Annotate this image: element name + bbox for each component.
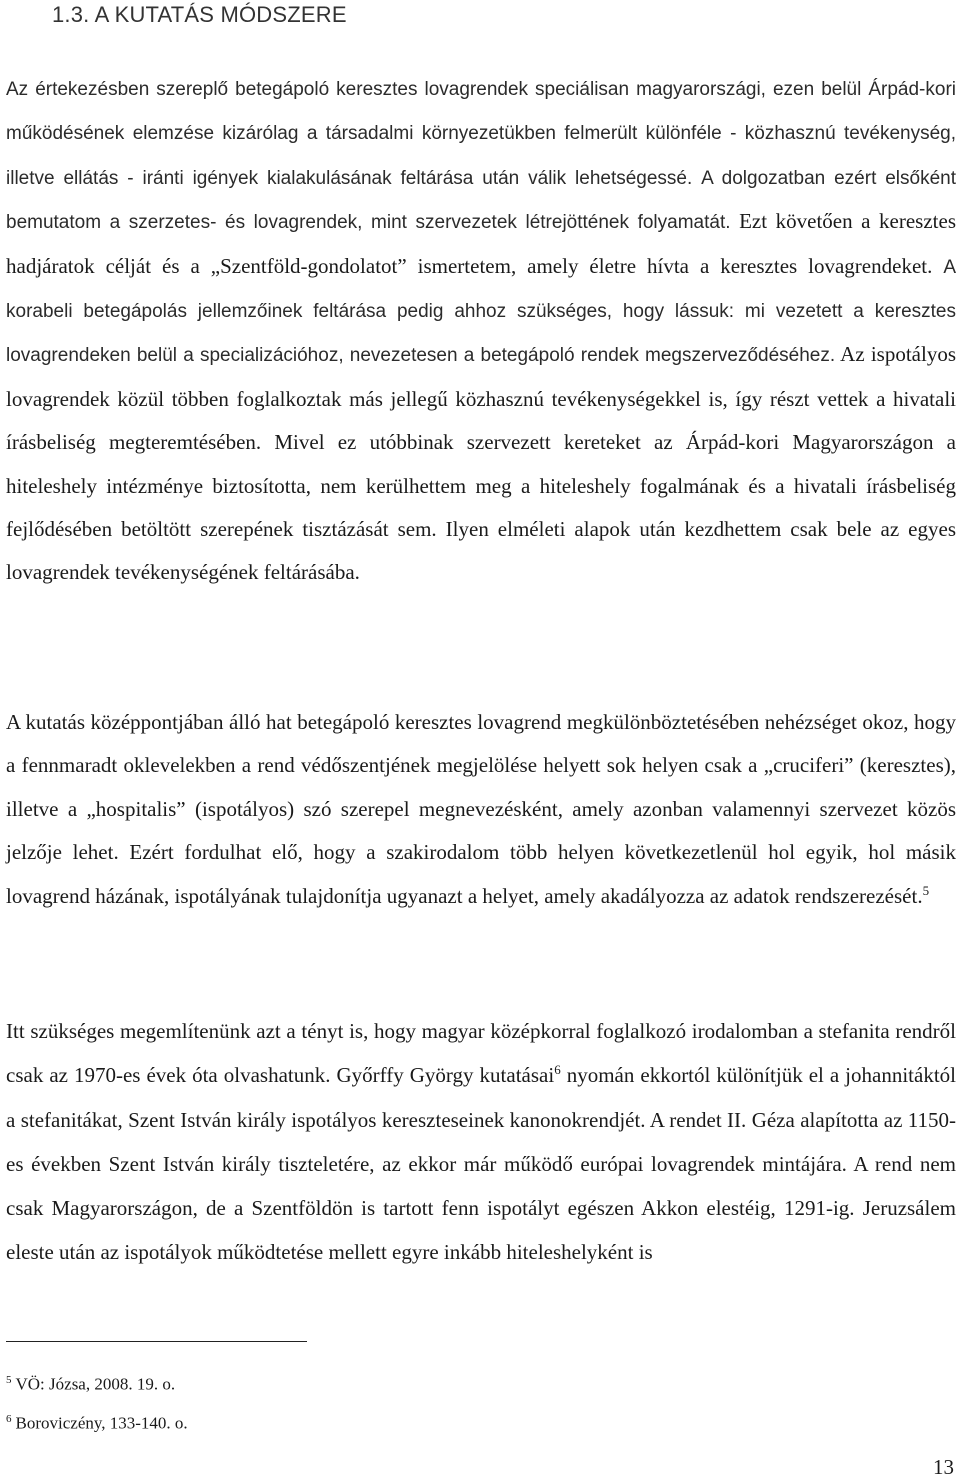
- footnote-text: Boroviczény, 133-140. o.: [15, 1413, 188, 1433]
- footnote-number: 5: [6, 1374, 12, 1386]
- paragraph-sentence: Az ispotályos lovagrendek közül többen foglalkoztak más jellegű közhasznú tevékenységekkel is, így részt vettek a hivatali írásbeliség megteremtésében. Mivel ez utóbbinak szervezett kereteket az Árpád-kori Magyarországon a hiteleshely intézménye biztosította, nem kerülhettem meg a hiteleshely fogalmának és a hivatali írásbeliség fejlődésében betöltött szerepének tisztázását sem. Ilyen elméleti alapok után kezdhettem csak bele az egyes lovagrendek tevékenységének feltárásába.: [6, 342, 956, 585]
- section-heading: 1.3. A KUTATÁS MÓDSZERE: [52, 2, 347, 27]
- footnote-number: 6: [6, 1413, 12, 1425]
- footnote: [6, 1374, 175, 1395]
- paragraph-sentence: A dolgozatban ezért elsőként bemutatom a szerzetes- és lovagrendek, mint szervezetek létrejöttének folyamatát.: [6, 167, 957, 234]
- paragraph-sentence: Az értekezésben szereplő betegápoló keresztes lovagrendek speciálisan magyarországi, ezen belül Árpád-kori működésének elemzése kizárólag a társadalmi környezetükben felmerült különféle - közhasznú tevékenység, illetve ellátás - iránti igények kialakulásának feltárása után válik lehetségessé.: [6, 79, 956, 189]
- paragraph-text: Itt szükséges megemlítenünk azt a tényt is, hogy magyar középkorral foglalkozó irodalomban a stefanita rendről csak az 1970-es évek óta olvashatunk. Győrffy György kutatásai: [6, 1019, 956, 1088]
- paragraph-text: nyomán ekkortól különítjük el a johannitáktól a stefanitákat, Szent István király ispotályos kereszteseinek kanonokrendjét. A rendet II. Géza alapította az 1150-es években Szent István király tiszteletére, az ekkor már működő európai lovagrendek mintájára. A rend nem csak Magyarországon, de a Szentföldön is tartott fenn ispotályt egészen Akkon elestéig, 1291-ig. Jeruzsálem eleste után az ispotályok működtetése mellett egyre inkább hiteleshelyként is: [6, 1063, 956, 1265]
- paragraph-text: A kutatás középpontjában álló hat betegápoló keresztes lovagrend megkülönböztetésében nehézséget okoz, hogy a fennmaradt oklevelekben a rend védőszentjének megjelölése helyett sok helyen csak a „cruciferi” (keresztes), illetve a „hospitalis” (ispotályos) szó szerepel megnevezésként, amely azonban valamennyi szervezet közös jelzője lehet. Ezért fordulhat elő, hogy a szakirodalom több helyen következetlenül hol egyik, hol másik lovagrend házának, ispotályának tulajdonítja ugyanazt a helyet, amely akadályozza az adatok rendszerezését.: [6, 710, 956, 908]
- paragraph-method-overview: [6, 67, 956, 595]
- paragraph-order-identification: [6, 701, 956, 918]
- footnote-reference: 6: [554, 1062, 561, 1078]
- paragraph-stefanita-order: [6, 1009, 956, 1275]
- footnote-separator: [6, 1341, 307, 1342]
- footnote: [6, 1413, 188, 1434]
- page-number: 13: [933, 1455, 954, 1479]
- paragraph-sentence: A korabeli betegápolás jellemzőinek feltárása pedig ahhoz szükséges, hogy lássuk: mi vezetett a keresztes lovagrendeken belül a specializációhoz, nevezetesen a betegápoló rendek megszerveződéséhez.: [6, 256, 957, 367]
- paragraph-sentence: Ezt követően a keresztes hadjáratok célját és a „Szentföld-gondolatot” ismertetem, amely életre hívta a keresztes lovagrendeket.: [6, 209, 956, 278]
- footnote-reference: 5: [922, 882, 930, 898]
- footnote-text: VÖ: Józsa, 2008. 19. o.: [15, 1374, 176, 1394]
